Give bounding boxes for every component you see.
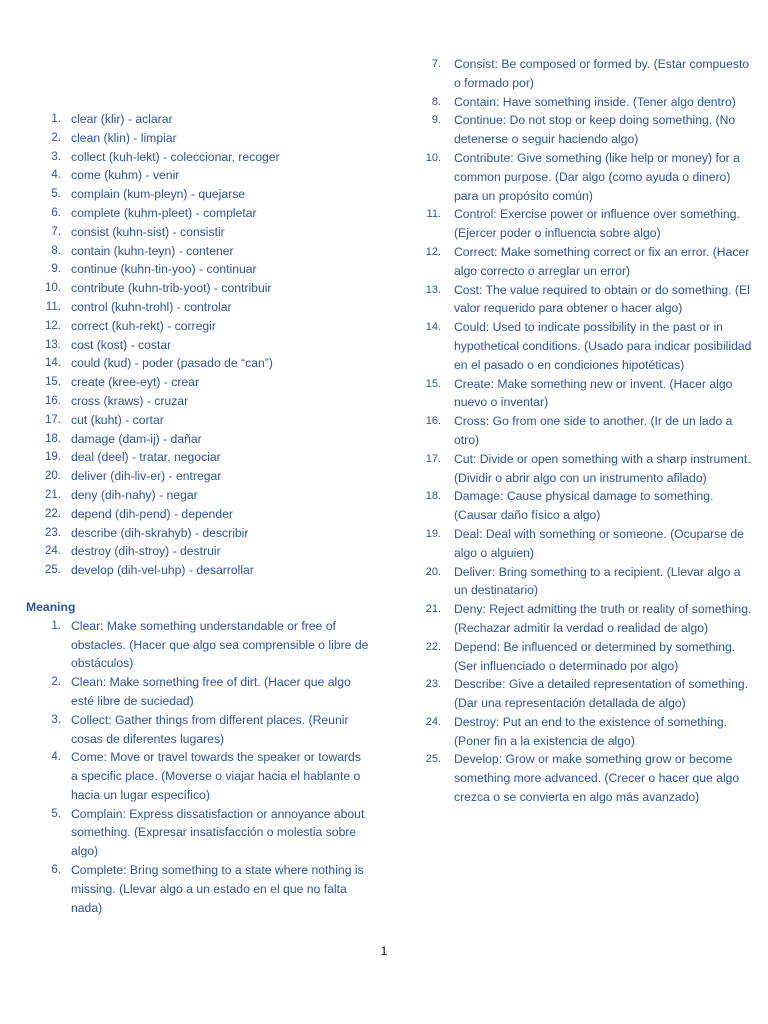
meaning-list-right <box>412 55 752 807</box>
list-item <box>412 487 752 525</box>
list-item <box>412 375 752 413</box>
list-item-text: collect (kuh-lekt) - coleccionar, recoger <box>71 149 280 164</box>
list-item <box>26 430 371 449</box>
vocabulary-list <box>26 110 371 580</box>
left-column <box>26 0 371 917</box>
list-item <box>26 242 371 261</box>
list-item <box>26 486 371 505</box>
list-item-text: Contain: Have something inside. (Tener algo dentro) <box>454 94 736 109</box>
list-item-text: Develop: Grow or make something grow or become something more advanced. (Crecer o hacer que algo crezca o se convierta en algo más avanzado) <box>454 752 740 805</box>
list-item-text: cost (kost) - costar <box>71 337 172 352</box>
list-item-text: cross (kraws) - cruzar <box>71 393 189 408</box>
list-item-text: Destroy: Put an end to the existence of something. (Poner fin a la existencia de algo) <box>454 714 728 748</box>
list-item <box>26 354 371 373</box>
list-item-text: Depend: Be influenced or determined by something. (Ser influenciado o determinado por algo) <box>454 639 736 673</box>
list-item-number: 14. <box>425 321 441 334</box>
list-item-text: correct (kuh-rekt) - corregir <box>71 318 216 333</box>
list-item-number: 4. <box>51 751 61 764</box>
list-item-number: 6. <box>51 206 61 219</box>
list-item-number: 23. <box>425 678 441 691</box>
list-item-text: Come: Move or travel towards the speaker or towards a specific place. (Moverse o viajar hacia el hablante o hacia un lugar específico) <box>71 750 361 802</box>
list-item <box>412 205 752 243</box>
list-item-number: 22. <box>425 640 441 653</box>
list-item <box>412 243 752 281</box>
list-item-text: consist (kuhn-sist) - consistir <box>71 224 225 239</box>
list-item-text: damage (dam-ij) - dañar <box>71 431 202 446</box>
list-item-text: could (kud) - poder (pasado de “can”) <box>71 356 273 371</box>
list-item-text: Describe: Give a detailed representation of something. (Dar una representación detallada de algo) <box>454 677 749 711</box>
list-item-number: 19. <box>45 451 61 464</box>
list-item-number: 18. <box>425 490 441 503</box>
list-item-number: 20. <box>425 565 441 578</box>
list-item-number: 9. <box>431 114 441 127</box>
list-item <box>26 298 371 317</box>
list-item-number: 12. <box>425 245 441 258</box>
list-item-text: destroy (dih-stroy) - destruir <box>71 544 221 559</box>
list-item-number: 25. <box>45 564 61 577</box>
page-number: 1 <box>380 944 388 958</box>
list-item-number: 20. <box>45 470 61 483</box>
list-item <box>412 318 752 374</box>
list-item <box>26 185 371 204</box>
list-item-text: Consist: Be composed or formed by. (Estar compuesto o formado por) <box>454 57 750 90</box>
list-item-text: Control: Exercise power or influence over something. (Ejercer poder o influencia sobre algo) <box>454 207 740 241</box>
list-item-text: Continue: Do not stop or keep doing something. (No detenerse o seguir haciendo algo) <box>454 113 736 147</box>
list-item <box>412 563 752 601</box>
list-item-number: 16. <box>425 415 441 428</box>
list-item-text: describe (dih-skrahyb) - describir <box>71 525 249 540</box>
list-item-number: 6. <box>51 864 61 877</box>
list-item <box>26 524 371 543</box>
list-item-number: 8. <box>431 95 441 108</box>
list-item-text: Correct: Make something correct or fix an error. (Hacer algo correcto o arreglar un error) <box>454 244 750 278</box>
list-item-number: 16. <box>45 394 61 407</box>
list-item-text: Deal: Deal with something or someone. (Ocuparse de algo o alguien) <box>454 526 744 560</box>
list-item <box>26 805 371 861</box>
list-item <box>412 750 752 806</box>
list-item <box>26 448 371 467</box>
list-item-text: complete (kuhm-pleet) - completar <box>71 205 257 220</box>
list-item-number: 2. <box>51 131 61 144</box>
meaning-heading: Meaning <box>26 599 76 614</box>
list-item <box>26 673 371 711</box>
list-item-text: Complain: Express dissatisfaction or annoyance about something. (Expresar insatisfacción o molestia sobre algo) <box>71 806 365 859</box>
list-item <box>26 561 371 580</box>
list-item <box>26 711 371 749</box>
list-item-number: 17. <box>425 452 441 465</box>
list-item <box>412 525 752 563</box>
list-item-number: 22. <box>45 507 61 520</box>
list-item-text: Clean: Make something free of dirt. (Hacer que algo esté libre de suciedad) <box>71 675 351 708</box>
list-item <box>26 748 371 804</box>
list-item <box>26 392 371 411</box>
list-item <box>412 55 752 93</box>
list-item-text: depend (dih-pend) - depender <box>71 506 233 521</box>
list-item <box>26 204 371 223</box>
list-item-text: Complete: Bring something to a state where nothing is missing. (Llevar algo a un estado en el que no falta nada) <box>71 863 364 915</box>
list-item-text: Collect: Gather things from different places. (Reunir cosas de diferentes lugares) <box>71 712 349 746</box>
list-item-number: 23. <box>45 526 61 539</box>
list-item <box>412 600 752 638</box>
list-item-text: come (kuhm) - venir <box>71 168 180 183</box>
right-column <box>412 0 752 807</box>
list-item <box>26 542 371 561</box>
list-item-number: 1. <box>51 113 61 125</box>
list-item-text: Cross: Go from one side to another. (Ir de un lado a otro) <box>454 414 733 447</box>
list-item-number: 7. <box>431 58 441 70</box>
list-item-number: 24. <box>45 545 61 558</box>
list-item-text: Cost: The value required to obtain or do something. (El valor requerido para obtener o hacer algo) <box>454 282 750 316</box>
list-item-text: deny (dih-nahy) - negar <box>71 487 198 502</box>
list-item-text: Deliver: Bring something to a recipient. (Llevar algo a un destinatario) <box>454 564 741 598</box>
list-item-number: 12. <box>45 319 61 332</box>
list-item-text: deliver (dih-liv-er) - entregar <box>71 469 222 484</box>
list-item <box>26 110 371 129</box>
list-item-number: 15. <box>425 377 441 390</box>
list-item-number: 19. <box>425 527 441 540</box>
list-item <box>412 111 752 149</box>
list-item-text: clean (klin) - limpiar <box>71 130 177 145</box>
list-item <box>412 412 752 450</box>
list-item <box>412 675 752 713</box>
list-item-text: Create: Make something new or invent. (Hacer algo nuevo o inventar) <box>454 376 733 410</box>
list-item <box>26 336 371 355</box>
list-item-number: 11. <box>45 300 61 313</box>
list-item-text: complain (kum-pleyn) - quejarse <box>71 187 246 202</box>
list-item-number: 3. <box>51 713 61 726</box>
list-item-number: 7. <box>51 225 61 238</box>
list-item <box>26 148 371 167</box>
list-item <box>26 317 371 336</box>
list-item-text: Contribute: Give something (like help or money) for a common purpose. (Dar algo (como ayuda o dinero) para un propósito común) <box>454 150 740 203</box>
list-item-text: Damage: Cause physical damage to something. (Causar daño físico a algo) <box>454 489 714 523</box>
list-item-number: 5. <box>51 188 61 201</box>
list-item-number: 9. <box>51 263 61 276</box>
list-item-number: 5. <box>51 807 61 820</box>
list-item-text: cut (kuht) - cortar <box>71 412 164 427</box>
list-item-number: 14. <box>45 357 61 370</box>
list-item <box>412 638 752 676</box>
list-item-number: 18. <box>45 432 61 445</box>
list-item <box>26 129 371 148</box>
list-item-number: 10. <box>425 151 441 164</box>
list-item-number: 4. <box>51 169 61 182</box>
list-item-number: 10. <box>45 282 61 295</box>
meaning-list-left <box>26 617 371 918</box>
list-item-number: 24. <box>425 715 441 728</box>
list-item-number: 17. <box>45 413 61 426</box>
list-item <box>412 149 752 205</box>
list-item-text: Clear: Make something understandable or free of obstacles. (Hacer que algo sea comprensible o libre de obstáculos) <box>71 618 369 671</box>
list-item-text: Cut: Divide or open something with a sharp instrument. (Dividir o abrir algo con un instrumento afilado) <box>454 451 751 485</box>
list-item-text: continue (kuhn-tin-yoo) - continuar <box>71 262 257 277</box>
list-item-number: 2. <box>51 676 61 689</box>
list-item-number: 13. <box>425 283 441 296</box>
list-item <box>412 281 752 319</box>
list-item-number: 3. <box>51 150 61 163</box>
list-item <box>26 411 371 430</box>
list-item <box>26 279 371 298</box>
list-item <box>26 861 371 917</box>
list-item-number: 1. <box>51 619 61 632</box>
list-item-text: control (kuhn-trohl) - controlar <box>71 299 232 314</box>
list-item <box>412 713 752 751</box>
list-item-text: contribute (kuhn-trib-yoot) - contribuir <box>71 281 272 296</box>
list-item-text: Could: Used to indicate possibility in the past or in hypothetical conditions. (Usado para indicar posibilidad en el pasado o en condiciones hipotéticas) <box>454 320 752 372</box>
list-item <box>26 260 371 279</box>
list-item-text: clear (klir) - aclarar <box>71 112 173 126</box>
list-item <box>26 166 371 185</box>
list-item-text: deal (deel) - tratar, negociar <box>71 450 221 465</box>
list-item-text: develop (dih-vel-uhp) - desarrollar <box>71 563 254 578</box>
list-item <box>26 223 371 242</box>
list-item-text: contain (kuhn-teyn) - contener <box>71 243 234 258</box>
list-item-number: 25. <box>425 753 441 766</box>
list-item-number: 15. <box>45 376 61 389</box>
list-item <box>26 467 371 486</box>
list-item-number: 11. <box>426 208 441 221</box>
list-item <box>26 617 371 673</box>
list-item <box>412 93 752 112</box>
list-item <box>412 450 752 488</box>
list-item-number: 21. <box>45 488 61 501</box>
list-item-text: Deny: Reject admitting the truth or reality of something. (Rechazar admitir la verdad o realidad de algo) <box>454 602 752 635</box>
list-item-number: 21. <box>425 603 441 616</box>
list-item <box>26 373 371 392</box>
list-item-number: 8. <box>51 244 61 257</box>
list-item-number: 13. <box>45 338 61 351</box>
list-item-text: create (kree-eyt) - crear <box>71 375 199 390</box>
list-item <box>26 505 371 524</box>
